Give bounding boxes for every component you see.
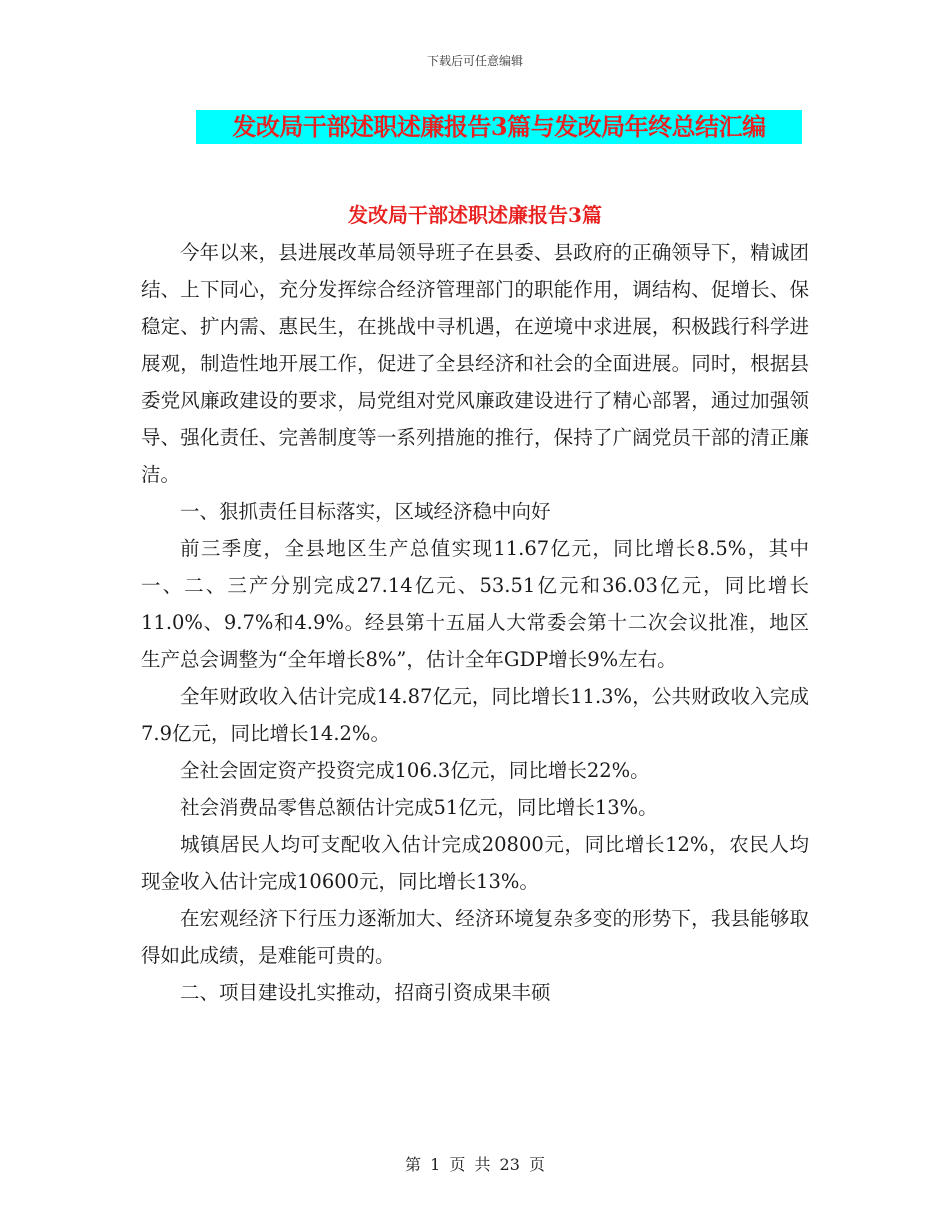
header-note: 下载后可任意编辑	[426, 54, 523, 68]
document-sub-title: 发改局干部述职述廉报告3篇	[348, 203, 602, 227]
document-main-title: 发改局干部述职述廉报告3篇与发改局年终总结汇编	[196, 110, 802, 144]
page-footer: 第 1 页 共 23 页	[405, 1155, 545, 1174]
paragraph-intro: 今年以来，县进展改革局领导班子在县委、县政府的正确领导下，精诚团结、上下同心，充分发挥综合经济管理部门的职能作用，调结构、促增长、保稳定、扩内需、惠民生，在挑战中寻机遇，在逆境中求进展，积极践行科学进展观，制造性地开展工作，促进了全县经济和社会的全面进展。同时，根据县委党风廉政建设的要求，局党组对党风廉政建设进行了精心部署，通过加强领导、强化责任、完善制度等一系列措施的推行，保持了广阔党员干部的清正廉洁。	[141, 241, 809, 486]
paragraph-gdp: 前三季度，全县地区生产总值实现11.67亿元，同比增长8.5%，其中一、二、三产分别完成27.14亿元、53.51亿元和36.03亿元，同比增长11.0%、9.7%和4.9%。经县第十五届人大常委会第十二次会议批准，地区生产总会调整为“全年增长8%”，估计全年GDP增长9%左右。	[141, 537, 809, 671]
section-heading-2: 二、项目建设扎实推动，招商引资成果丰硕	[180, 981, 551, 1004]
paragraph-fiscal-revenue: 全年财政收入估计完成14.87亿元，同比增长11.3%，公共财政收入完成7.9亿元，同比增长14.2%。	[141, 685, 809, 745]
paragraph-resident-income: 城镇居民人均可支配收入估计完成20800元，同比增长12%，农民人均现金收入估计完成10600元，同比增长13%。	[141, 833, 809, 893]
paragraph-retail-sales: 社会消费品零售总额估计完成51亿元，同比增长13%。	[180, 796, 658, 819]
section-heading-1: 一、狠抓责任目标落实，区域经济稳中向好	[180, 500, 551, 523]
paragraph-summary: 在宏观经济下行压力逐渐加大、经济环境复杂多变的形势下，我县能够取得如此成绩，是难能可贵的。	[141, 907, 809, 967]
document-body	[141, 214, 809, 1011]
paragraph-fixed-asset-investment: 全社会固定资产投资完成106.3亿元，同比增长22%。	[180, 759, 650, 782]
